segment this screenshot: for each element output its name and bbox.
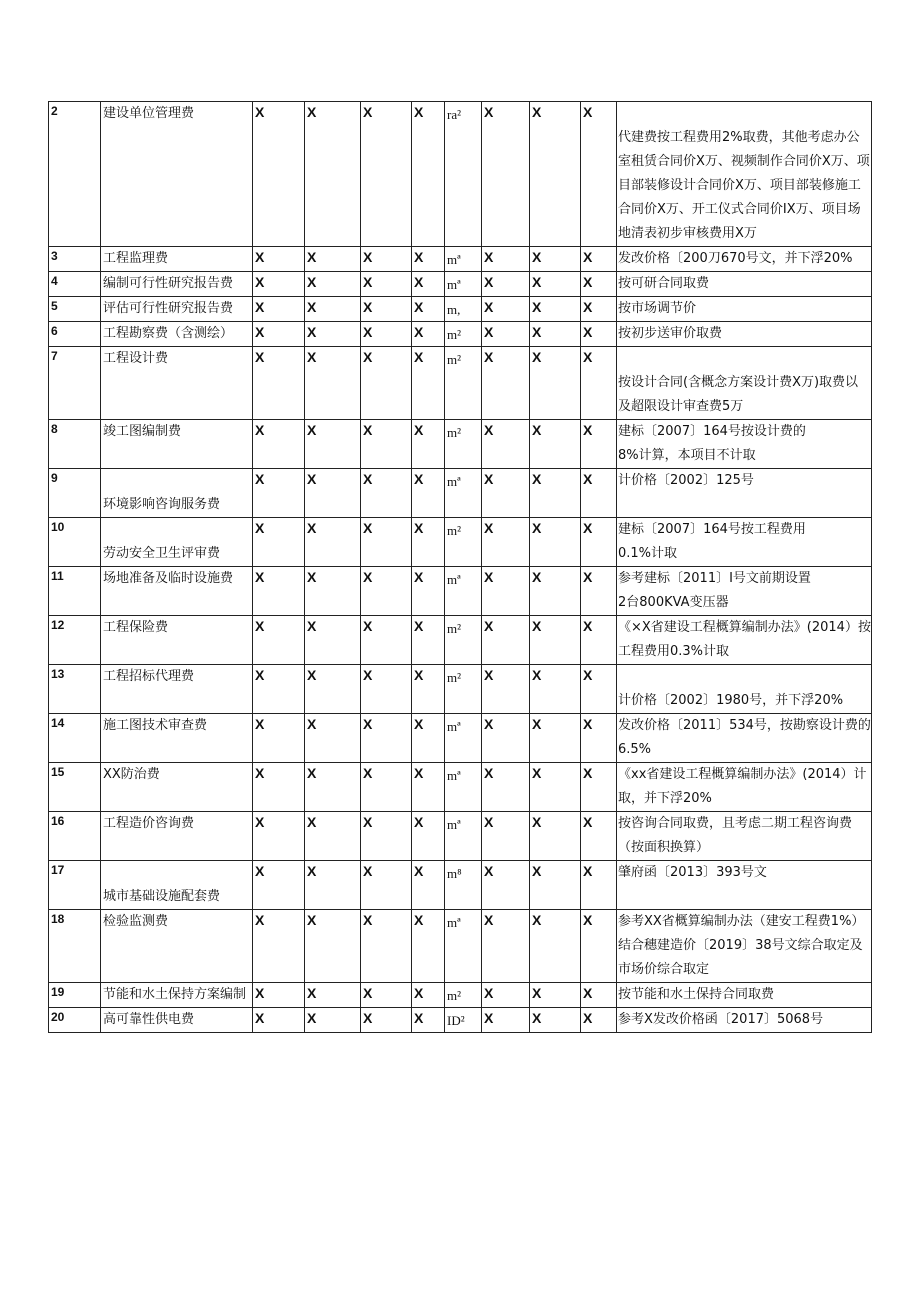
value-cell: X: [412, 1008, 445, 1033]
row-number: 6: [49, 322, 101, 347]
fee-item-name: 工程勘察费（含测绘）: [101, 322, 253, 347]
value-cell: X: [361, 812, 412, 861]
row-number: 8: [49, 420, 101, 469]
value-cell: X: [253, 665, 305, 714]
fee-item-name: 编制可行性研究报告费: [101, 272, 253, 297]
remark-cell: 参考X发改价格函〔2017〕5068号: [617, 1008, 872, 1033]
table-row: [49, 518, 872, 567]
table-row: [49, 714, 872, 763]
remark-cell: 参考建标〔2011〕I号文前期设置 2台800KVA变压器: [617, 567, 872, 616]
value-cell: X: [530, 469, 581, 518]
value-cell: X: [581, 983, 617, 1008]
value-cell: X: [253, 272, 305, 297]
fee-item-name: 工程招标代理费: [101, 665, 253, 714]
value-cell: X: [361, 102, 412, 247]
value-cell: X: [412, 812, 445, 861]
row-number: 7: [49, 347, 101, 420]
value-cell: X: [305, 763, 361, 812]
value-cell: X: [253, 812, 305, 861]
unit-cell: ra²: [445, 102, 482, 247]
row-number: 11: [49, 567, 101, 616]
value-cell: X: [361, 272, 412, 297]
value-cell: X: [482, 469, 530, 518]
value-cell: X: [530, 714, 581, 763]
unit-cell: m²: [445, 347, 482, 420]
table-row: [49, 812, 872, 861]
value-cell: X: [482, 665, 530, 714]
value-cell: X: [253, 714, 305, 763]
value-cell: X: [361, 861, 412, 910]
value-cell: X: [482, 322, 530, 347]
row-number: 14: [49, 714, 101, 763]
remark-cell: 肇府函〔2013〕393号文: [617, 861, 872, 910]
value-cell: X: [305, 616, 361, 665]
value-cell: X: [412, 616, 445, 665]
remark-cell: 按节能和水土保持合同取费: [617, 983, 872, 1008]
value-cell: X: [530, 518, 581, 567]
value-cell: X: [482, 812, 530, 861]
unit-cell: m²: [445, 518, 482, 567]
value-cell: X: [482, 420, 530, 469]
value-cell: X: [305, 910, 361, 983]
unit-cell: m²: [445, 665, 482, 714]
value-cell: X: [305, 861, 361, 910]
value-cell: X: [530, 347, 581, 420]
value-cell: X: [305, 983, 361, 1008]
row-number: 18: [49, 910, 101, 983]
value-cell: X: [253, 616, 305, 665]
value-cell: X: [305, 567, 361, 616]
value-cell: X: [581, 714, 617, 763]
row-number: 16: [49, 812, 101, 861]
unit-cell: mª: [445, 567, 482, 616]
value-cell: X: [361, 763, 412, 812]
remark-cell: 代建费按工程费用2%取费，其他考虑办公室租赁合同价X万、视频制作合同价X万、项目部装修设计合同价X万、项目部装修施工合同价X万、开工仪式合同价IX万、项目场地清表初步审核费用X万: [617, 102, 872, 247]
value-cell: X: [361, 247, 412, 272]
value-cell: X: [530, 763, 581, 812]
fee-item-name: 城市基础设施配套费: [101, 861, 253, 910]
unit-cell: m,: [445, 297, 482, 322]
value-cell: X: [581, 665, 617, 714]
fee-item-name: 建设单位管理费: [101, 102, 253, 247]
value-cell: X: [412, 347, 445, 420]
fee-item-name: XX防治费: [101, 763, 253, 812]
value-cell: X: [361, 518, 412, 567]
table-row: [49, 983, 872, 1008]
value-cell: X: [412, 469, 445, 518]
value-cell: X: [253, 763, 305, 812]
table-row: [49, 763, 872, 812]
value-cell: X: [253, 469, 305, 518]
value-cell: X: [412, 665, 445, 714]
value-cell: X: [530, 665, 581, 714]
value-cell: X: [412, 420, 445, 469]
value-cell: X: [412, 322, 445, 347]
value-cell: X: [581, 812, 617, 861]
fee-item-name: 评估可行性研究报告费: [101, 297, 253, 322]
value-cell: X: [253, 102, 305, 247]
fee-item-name: 节能和水土保持方案编制: [101, 983, 253, 1008]
table-row: [49, 322, 872, 347]
fee-item-name: 劳动安全卫生评审费: [101, 518, 253, 567]
value-cell: X: [530, 861, 581, 910]
row-number: 12: [49, 616, 101, 665]
remark-cell: 《xx省建设工程概算编制办法》(2014）计取，并下浮20%: [617, 763, 872, 812]
fee-item-name: 工程设计费: [101, 347, 253, 420]
value-cell: X: [412, 714, 445, 763]
cost-table: [48, 101, 872, 1033]
row-number: 2: [49, 102, 101, 247]
value-cell: X: [412, 567, 445, 616]
value-cell: X: [361, 322, 412, 347]
row-number: 5: [49, 297, 101, 322]
value-cell: X: [412, 983, 445, 1008]
remark-cell: 发改价格〔200刀670号文，并下浮20%: [617, 247, 872, 272]
unit-cell: ID²: [445, 1008, 482, 1033]
value-cell: X: [305, 1008, 361, 1033]
value-cell: X: [412, 272, 445, 297]
value-cell: X: [530, 567, 581, 616]
table-row: [49, 272, 872, 297]
value-cell: X: [253, 420, 305, 469]
value-cell: X: [305, 297, 361, 322]
value-cell: X: [305, 247, 361, 272]
table-row: [49, 616, 872, 665]
table-row: [49, 247, 872, 272]
row-number: 19: [49, 983, 101, 1008]
value-cell: X: [305, 469, 361, 518]
value-cell: X: [530, 297, 581, 322]
unit-cell: mª: [445, 910, 482, 983]
remark-cell: 按市场调节价: [617, 297, 872, 322]
value-cell: X: [482, 983, 530, 1008]
remark-cell: 按设计合同(含概念方案设计费X万)取费以及超限设计审查费5万: [617, 347, 872, 420]
unit-cell: m⁸: [445, 861, 482, 910]
row-number: 13: [49, 665, 101, 714]
fee-item-name: 高可靠性供电费: [101, 1008, 253, 1033]
value-cell: X: [305, 102, 361, 247]
value-cell: X: [581, 420, 617, 469]
table-row: [49, 297, 872, 322]
fee-item-name: 竣工图编制费: [101, 420, 253, 469]
value-cell: X: [412, 518, 445, 567]
value-cell: X: [482, 714, 530, 763]
row-number: 15: [49, 763, 101, 812]
value-cell: X: [482, 102, 530, 247]
value-cell: X: [412, 910, 445, 983]
value-cell: X: [305, 420, 361, 469]
value-cell: X: [253, 861, 305, 910]
remark-cell: 计价格〔2002〕125号: [617, 469, 872, 518]
value-cell: X: [361, 347, 412, 420]
remark-cell: 按初步送审价取费: [617, 322, 872, 347]
value-cell: X: [482, 247, 530, 272]
remark-cell: 按可研合同取费: [617, 272, 872, 297]
remark-cell: 参考XX省概算编制办法（建安工程费1%）结合穗建造价〔2019〕38号文综合取定及市场价综合取定: [617, 910, 872, 983]
fee-item-name: 环境影响咨询服务费: [101, 469, 253, 518]
unit-cell: m²: [445, 616, 482, 665]
value-cell: X: [253, 910, 305, 983]
table-row: [49, 347, 872, 420]
value-cell: X: [482, 272, 530, 297]
fee-item-name: 工程保险费: [101, 616, 253, 665]
value-cell: X: [482, 347, 530, 420]
value-cell: X: [581, 102, 617, 247]
value-cell: X: [482, 861, 530, 910]
value-cell: X: [530, 1008, 581, 1033]
table-row: [49, 1008, 872, 1033]
table-row: [49, 469, 872, 518]
value-cell: X: [253, 518, 305, 567]
table-row: [49, 665, 872, 714]
value-cell: X: [253, 247, 305, 272]
remark-cell: 《×X省建设工程概算编制办法》(2014）按工程费用0.3%计取: [617, 616, 872, 665]
value-cell: X: [530, 910, 581, 983]
remark-cell: 计价格〔2002〕1980号，并下浮20%: [617, 665, 872, 714]
table-row: [49, 861, 872, 910]
value-cell: X: [581, 247, 617, 272]
value-cell: X: [361, 1008, 412, 1033]
value-cell: X: [253, 347, 305, 420]
unit-cell: mª: [445, 469, 482, 518]
unit-cell: mª: [445, 247, 482, 272]
remark-cell: 按咨询合同取费，且考虑二期工程咨询费（按面积换算）: [617, 812, 872, 861]
fee-item-name: 检验监测费: [101, 910, 253, 983]
remark-cell: 发改价格〔2011〕534号，按勘察设计费的6.5%: [617, 714, 872, 763]
unit-cell: m²: [445, 983, 482, 1008]
value-cell: X: [361, 983, 412, 1008]
fee-item-name: 场地准备及临时设施费: [101, 567, 253, 616]
value-cell: X: [412, 861, 445, 910]
value-cell: X: [412, 247, 445, 272]
value-cell: X: [482, 910, 530, 983]
table-body: [49, 102, 872, 1033]
row-number: 3: [49, 247, 101, 272]
value-cell: X: [530, 102, 581, 247]
row-number: 17: [49, 861, 101, 910]
value-cell: X: [482, 1008, 530, 1033]
value-cell: X: [581, 1008, 617, 1033]
table-row: [49, 420, 872, 469]
value-cell: X: [305, 347, 361, 420]
value-cell: X: [581, 347, 617, 420]
fee-item-name: 施工图技术审查费: [101, 714, 253, 763]
value-cell: X: [305, 518, 361, 567]
table-row: [49, 567, 872, 616]
value-cell: X: [581, 322, 617, 347]
unit-cell: mª: [445, 714, 482, 763]
value-cell: X: [581, 469, 617, 518]
value-cell: X: [305, 272, 361, 297]
value-cell: X: [482, 567, 530, 616]
value-cell: X: [581, 861, 617, 910]
value-cell: X: [253, 983, 305, 1008]
value-cell: X: [530, 247, 581, 272]
fee-item-name: 工程造价咨询费: [101, 812, 253, 861]
unit-cell: mª: [445, 812, 482, 861]
unit-cell: m²: [445, 420, 482, 469]
value-cell: X: [581, 567, 617, 616]
value-cell: X: [530, 322, 581, 347]
value-cell: X: [253, 322, 305, 347]
value-cell: X: [412, 763, 445, 812]
row-number: 10: [49, 518, 101, 567]
value-cell: X: [482, 518, 530, 567]
value-cell: X: [482, 297, 530, 322]
value-cell: X: [361, 420, 412, 469]
value-cell: X: [412, 102, 445, 247]
value-cell: X: [253, 297, 305, 322]
row-number: 9: [49, 469, 101, 518]
value-cell: X: [361, 469, 412, 518]
remark-cell: 建标〔2007〕164号按工程费用 0.1%计取: [617, 518, 872, 567]
value-cell: X: [482, 763, 530, 812]
value-cell: X: [253, 1008, 305, 1033]
value-cell: X: [581, 272, 617, 297]
value-cell: X: [305, 812, 361, 861]
value-cell: X: [530, 616, 581, 665]
row-number: 4: [49, 272, 101, 297]
value-cell: X: [581, 616, 617, 665]
value-cell: X: [361, 910, 412, 983]
value-cell: X: [305, 322, 361, 347]
value-cell: X: [412, 297, 445, 322]
value-cell: X: [581, 763, 617, 812]
value-cell: X: [530, 812, 581, 861]
unit-cell: mª: [445, 272, 482, 297]
value-cell: X: [253, 567, 305, 616]
value-cell: X: [581, 910, 617, 983]
value-cell: X: [361, 616, 412, 665]
unit-cell: mª: [445, 763, 482, 812]
remark-cell: 建标〔2007〕164号按设计费的 8%计算，本项目不计取: [617, 420, 872, 469]
value-cell: X: [530, 272, 581, 297]
value-cell: X: [482, 616, 530, 665]
unit-cell: m²: [445, 322, 482, 347]
value-cell: X: [305, 665, 361, 714]
value-cell: X: [530, 420, 581, 469]
value-cell: X: [361, 665, 412, 714]
row-number: 20: [49, 1008, 101, 1033]
value-cell: X: [361, 567, 412, 616]
value-cell: X: [581, 518, 617, 567]
table-row: [49, 910, 872, 983]
value-cell: X: [581, 297, 617, 322]
value-cell: X: [530, 983, 581, 1008]
table-row: [49, 102, 872, 247]
value-cell: X: [361, 297, 412, 322]
value-cell: X: [361, 714, 412, 763]
value-cell: X: [305, 714, 361, 763]
fee-item-name: 工程监理费: [101, 247, 253, 272]
